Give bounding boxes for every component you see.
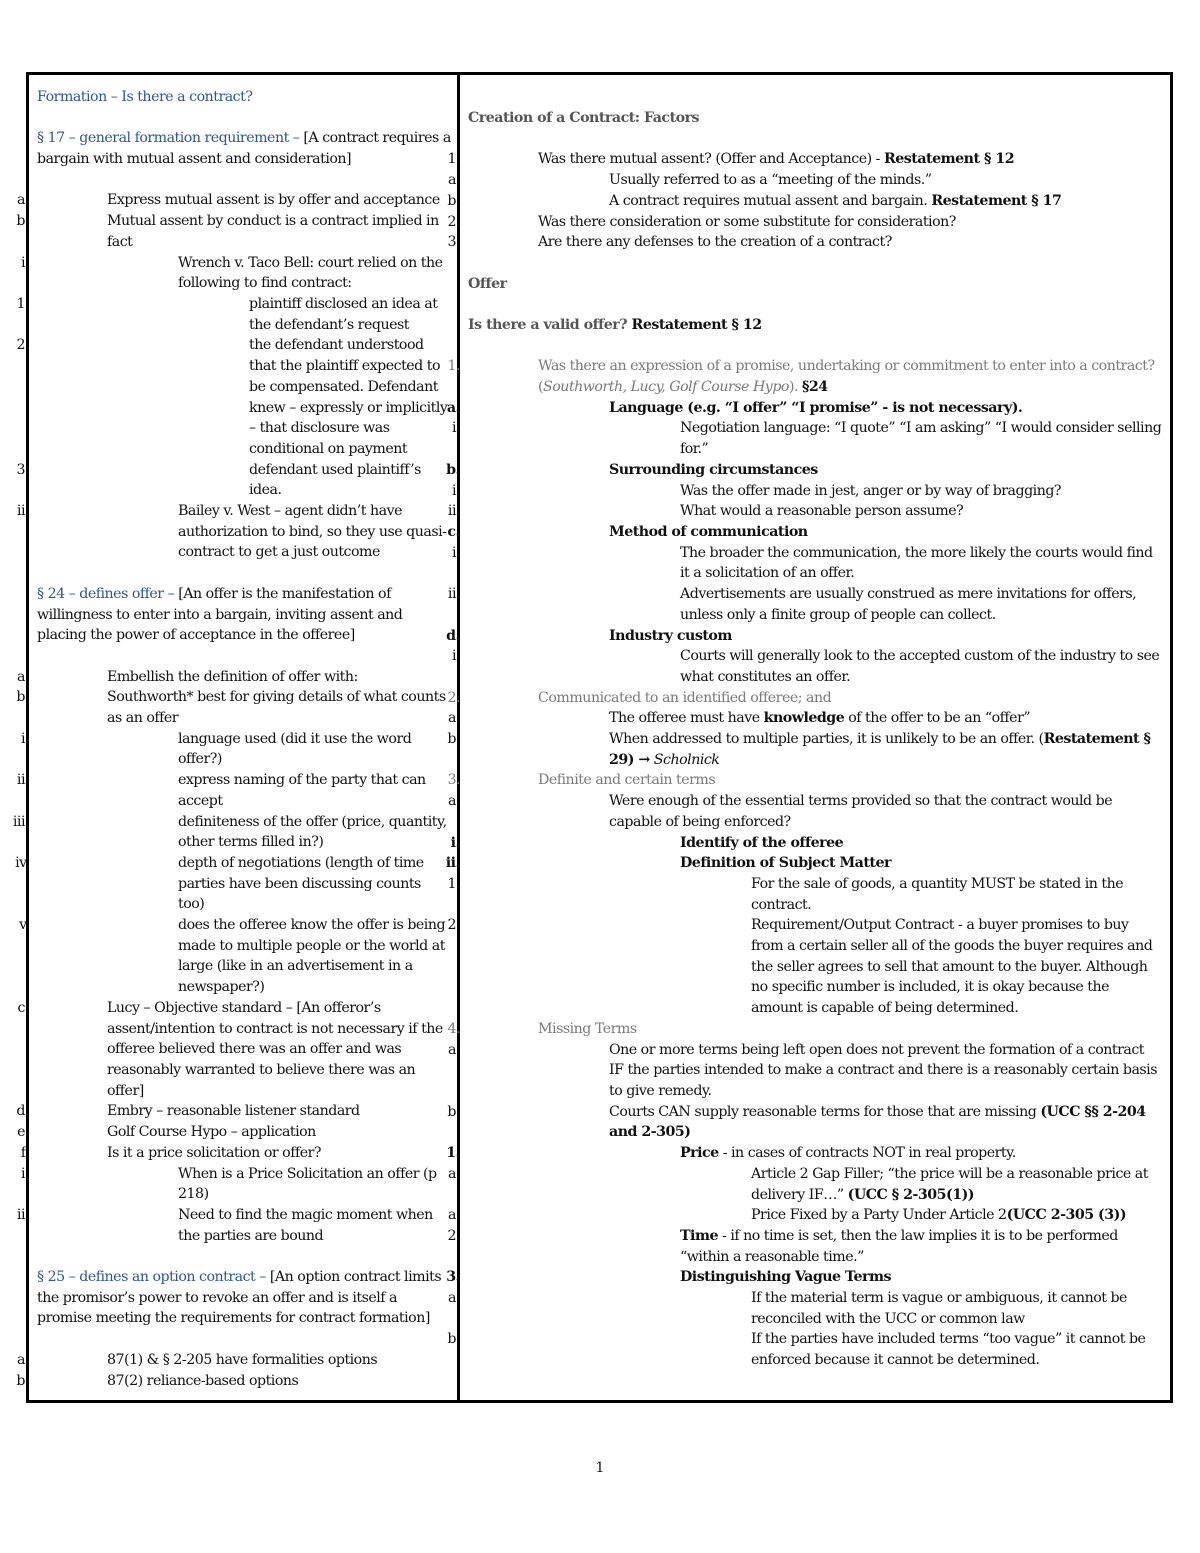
list-item: a. Price Fixed by a Party Under Article 2(UCC 2-305 (3)) — [448, 1207, 1127, 1224]
list-item: ii. express naming of the party that can accept — [16, 772, 426, 809]
left-column — [12, 75, 460, 1400]
list-item: b. 87(2) reliance-based options — [16, 1372, 299, 1389]
list-item: f. Is it a price solicitation or offer? — [20, 1144, 321, 1161]
list-item: a. Language (e.g. “I offer” “I promise” - is not necessary). — [446, 399, 1023, 416]
list-item: a. Article 2 Gap Filler; “the price will be a reasonable price at delivery IF…” (UCC § 2-305(1)) — [448, 1165, 1148, 1203]
section-24: § 24 – defines offer – [An offer is the manifestation of willingness to enter into a bargain, inviting assent and placing the power of acceptance in the offeree] — [37, 585, 403, 644]
list-item: ii. Definition of Subject Matter — [445, 855, 891, 872]
list-item: i. Wrench v. Taco Bell: court relied on the following to find contract: — [20, 254, 443, 292]
list-item: 3. Are there any defenses to the creation of a contract? — [447, 234, 892, 251]
list-item: i. Negotiation language: “I quote” “I am asking” “I would consider selling for.” — [451, 420, 1162, 458]
list-item: d. Embry – reasonable listener standard — [16, 1103, 360, 1120]
list-item: iii. definiteness of the offer (price, quantity, other terms filled in?) — [12, 813, 447, 851]
list-item: a. One or more terms being left open does not prevent the formation of a contract IF the parties intended to make a contract and there is a reasonably certain basis to give remedy. — [448, 1041, 1158, 1099]
list-item: c. Lucy – Objective standard – [An offeror’s assent/intention to contract is not necessary if the offeree believed there was an offer and was reasonably warranted to believe there was an offer] — [17, 999, 443, 1099]
list-item: b. A contract requires mutual assent and bargain. Restatement § 17 — [447, 192, 1062, 209]
list-item: a. If the material term is vague or ambiguous, it cannot be reconciled with the UCC or common law — [448, 1290, 1127, 1327]
list-item: a. The offeree must have knowledge of the offer to be an “offer” — [448, 710, 1031, 727]
list-item: 1. Was there an expression of a promise, undertaking or commitment to enter into a contract? (Southworth, Lucy, Golf Course Hypo). §24 — [447, 358, 1155, 396]
list-item: 3. Definite and certain terms — [447, 772, 716, 789]
list-item: a. Express mutual assent is by offer and acceptance — [17, 192, 440, 209]
list-item: c. Method of communication — [447, 524, 808, 540]
list-item: 1. For the sale of goods, a quantity MUST be stated in the contract. — [447, 875, 1124, 913]
list-item: b. When addressed to multiple parties, it is unlikely to be an offer. (Restatement § 29) → Scholnick — [447, 731, 1151, 768]
list-item: e. Golf Course Hypo – application — [17, 1124, 316, 1141]
list-item: 1. Was there mutual assent? (Offer and Acceptance) - Restatement § 12 — [447, 151, 1015, 168]
notes-table — [12, 72, 1173, 1403]
list-item: 2. Requirement/Output Contract - a buyer promises to buy from a certain seller all of the goods the buyer requires and the seller agrees to sell that amount to the buyer. Although no specific number is included, it is okay because the amount is capable of being determined. — [447, 917, 1153, 1017]
list-item: iv. depth of negotiations (length of time parties have been discussing counts too) — [15, 854, 424, 913]
list-item: 1. plaintiff disclosed an idea at the defendant’s request — [16, 296, 438, 333]
list-item: 2. Was there consideration or some substitute for consideration? — [447, 213, 956, 230]
valid-offer-heading: Is there a valid offer? Restatement § 12 — [468, 316, 762, 333]
list-item: ii. What would a reasonable person assume? — [447, 503, 964, 520]
list-item: i. Was the offer made in jest, anger or by way of bragging? — [451, 482, 1062, 499]
section-17: § 17 – general formation requirement – [A contract requires a bargain with mutual assent and consideration] — [37, 130, 451, 168]
list-item: a. 87(1) & § 2-205 have formalities options — [17, 1351, 378, 1368]
list-item: i. language used (did it use the word offer?) — [20, 730, 412, 768]
list-item: d. Industry custom — [446, 627, 732, 644]
section-25: § 25 – defines an option contract – [An option contract limits the promisor’s power to revoke an offer and is itself a promise meeting the requirements for contract formation] — [37, 1269, 442, 1327]
list-item: 2. Communicated to an identified offeree; and — [447, 689, 832, 706]
formation-title: Formation – Is there a contract? — [37, 89, 253, 105]
list-item: b. If the parties have included terms “too vague” it cannot be enforced because it cannot be determined. — [447, 1331, 1146, 1369]
list-item: ii. Bailey v. West – agent didn’t have authorization to bind, so they use quasi-contract to get a just outcome — [16, 503, 447, 561]
list-item: v. does the offeree know the offer is being made to multiple people or the world at large (like in an advertisement in a newspaper?) — [19, 917, 446, 996]
list-item: a. Usually referred to as a “meeting of the minds.” — [448, 172, 932, 189]
list-item: b. Mutual assent by conduct is a contract implied in fact — [16, 213, 439, 250]
list-item: 2. the defendant understood that the plaintiff expected to be compensated. Defendant knew – expressly or implicitly – that disclosure was conditional on payment — [16, 337, 448, 457]
right-column — [445, 75, 1170, 1400]
list-item: ii. Advertisements are usually construed as mere invitations for offers, unless only a finite group of people can collect. — [447, 586, 1137, 623]
list-item: 3. Distinguishing Vague Terms — [446, 1269, 891, 1286]
page-number: 1 — [595, 1460, 605, 1476]
list-item: i. The broader the communication, the more likely the courts would find it a solicitation of an offer. — [451, 544, 1153, 582]
list-item: 3. defendant used plaintiff’s idea. — [16, 461, 421, 499]
creation-title: Creation of a Contract: Factors — [468, 110, 700, 126]
list-item: i. Courts will generally look to the accepted custom of the industry to see what constitutes an offer. — [451, 648, 1160, 685]
list-item: 2. Time - if no time is set, then the law implies it is to be performed “within a reasonable time.” — [447, 1227, 1118, 1265]
offer-title: Offer — [468, 275, 507, 292]
list-item: a. Were enough of the essential terms provided so that the contract would be capable of being enforced? — [448, 793, 1113, 830]
list-item: b. Courts CAN supply reasonable terms for those that are missing (UCC §§ 2-204 and 2-305) — [447, 1103, 1146, 1141]
list-item: b. Southworth* best for giving details of what counts as an offer — [16, 689, 446, 727]
list-item: a. Embellish the definition of offer with: — [17, 668, 358, 685]
list-item: i. When is a Price Solicitation an offer (p 218) — [20, 1165, 437, 1203]
list-item: 4. Missing Terms — [447, 1020, 637, 1037]
list-item: 1. Price - in cases of contracts NOT in real property. — [446, 1145, 1016, 1162]
list-item: i. Identify of the offeree — [450, 834, 844, 851]
list-item: b. Surrounding circumstances — [446, 461, 818, 478]
list-item: ii. Need to find the magic moment when the parties are bound — [16, 1206, 433, 1244]
